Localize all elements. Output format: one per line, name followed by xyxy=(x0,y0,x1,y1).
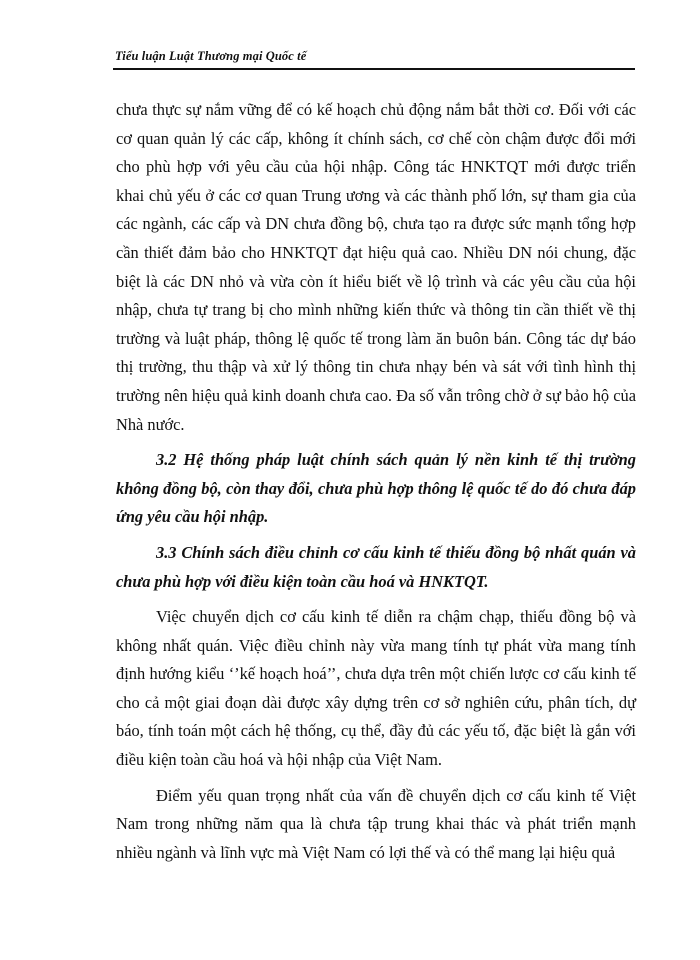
section-heading-3-3: 3.3 Chính sách điều chỉnh cơ cấu kinh tế thiếu đồng bộ nhất quán và chưa phù hợp với điều kiện toàn cầu hoá và HNKTQT. xyxy=(116,542,636,591)
paragraph-3: Điểm yếu quan trọng nhất của vấn đề chuyển dịch cơ cấu kinh tế Việt Nam trong những năm qua là chưa tập trung khai thác và phát triển mạnh nhiều ngành và lĩnh vực mà Việt Nam có lợi thế và có thể mang lại hiệu quả xyxy=(116,785,636,862)
paragraph-1: chưa thực sự nắm vững để có kế hoạch chủ động nắm bắt thời cơ. Đối với các cơ quan quản lý các cấp, không ít chính sách, cơ chế còn chậm được đổi mới cho phù hợp với yêu cầu của hội nhập. Công tác HNKTQT mới được triển khai chủ yếu ở các cơ quan Trung ương và các thành phố lớn, sự tham gia của các ngành, các cấp và DN chưa đồng bộ, chưa tạo ra được sức mạnh tổng hợp cần thiết đảm bảo cho HNKTQT đạt hiệu quả cao. Nhiều DN nói chung, đặc biệt là các DN nhỏ và vừa còn ít hiểu biết về lộ trình và các yêu cầu của hội nhập, chưa tự trang bị cho mình những kiến thức và thông tin cần thiết về thị trường và luật pháp, thông lệ quốc tế trong làm ăn buôn bán. Công tác dự báo thị trường, thu thập và xử lý thông tin chưa nhạy bén và sát với tình hình thị trường nên hiệu quả kinh doanh chưa cao. Đa số vẫn trông chờ ở sự bảo hộ của Nhà nước. xyxy=(116,100,636,434)
section-heading-3-2: 3.2 Hệ thống pháp luật chính sách quản lý nền kinh tế thị trường không đồng bộ, còn thay đổi, chưa phù hợp thông lệ quốc tế do đó chưa đáp ứng yêu cầu hội nhập. xyxy=(116,450,636,527)
document-body xyxy=(116,96,636,867)
paragraph-2: Việc chuyển dịch cơ cấu kinh tế diễn ra chậm chạp, thiếu đồng bộ và không nhất quán. Việc điều chỉnh này vừa mang tính tự phát vừa mang tính định hướng kiểu ‘’kế hoạch hoá’’, chưa dựa trên một chiến lược cơ cấu kinh tế cho cả một giai đoạn dài được xây dựng trên cơ sở nghiên cứu, phân tích, dự báo, tính toán một cách hệ thống, cụ thể, đầy đủ các yếu tố, đặc biệt là gắn với điều kiện toàn cầu hoá và hội nhập của Việt Nam. xyxy=(116,607,636,770)
page-header xyxy=(113,48,635,70)
header-title: Tiểu luận Luật Thương mại Quốc tế xyxy=(115,49,307,63)
